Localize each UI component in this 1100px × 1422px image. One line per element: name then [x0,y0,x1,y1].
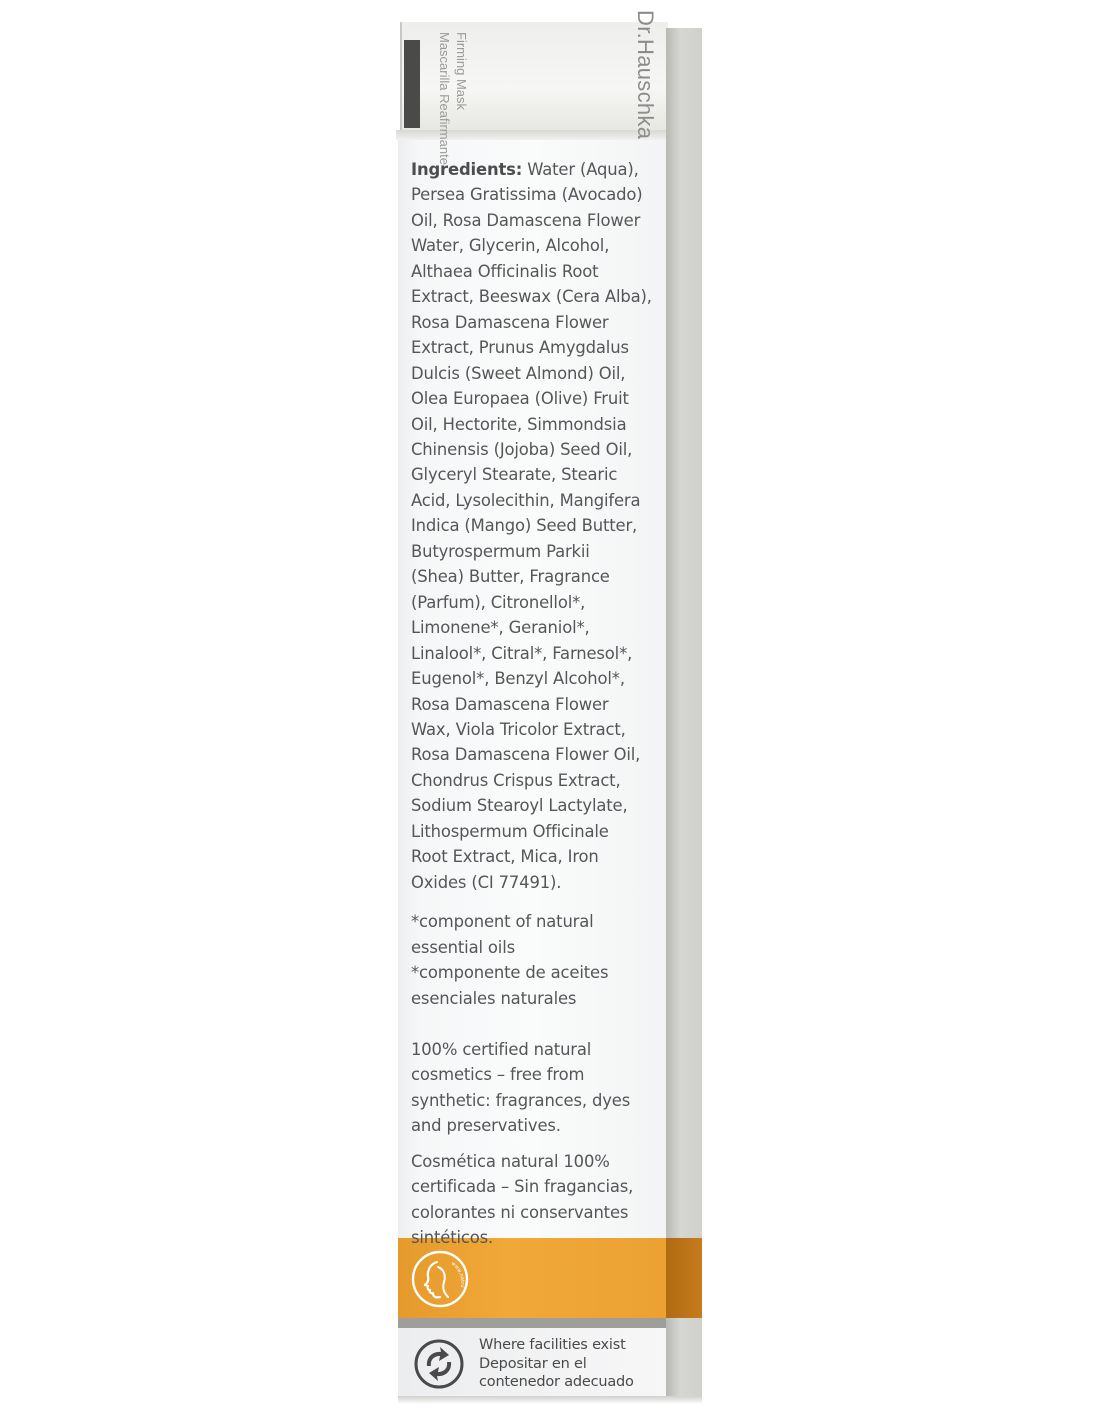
ingredients-label: Ingredients: [411,160,523,179]
ingredient-line: Glyceryl Stearate, Stearic [411,465,618,485]
recycle-icon [413,1338,465,1390]
ingredient-line: Lithospermum Officinale [411,821,609,841]
ingredient-line: Extract, Beeswax (Cera Alba), [411,287,652,307]
ingredient-line: Water (Aqua), [522,160,639,179]
cert-line: 100% certified natural [411,1039,592,1059]
flap-shadow [404,40,420,128]
ingredient-line: Butyrospermum Parkii [411,541,590,561]
certification-es [411,1149,661,1251]
natrue-seal-text: www.natru [449,1260,466,1288]
ingredient-line: Chinensis (Jojoba) Seed Oil, [411,439,633,459]
product-names [436,32,470,165]
footnotes [411,909,661,1011]
cert-line: synthetic: fragrances, dyes [411,1090,631,1110]
ingredient-line: Limonene*, Geraniol*, [411,618,590,638]
ingredient-line: Olea Europaea (Olive) Fruit [411,389,629,409]
ingredient-line: Rosa Damascena Flower Oil, [411,745,641,765]
recycling-line: contenedor adecuado [479,1374,634,1390]
box-bottom-shadow [398,1396,702,1404]
ingredient-line: Dulcis (Sweet Almond) Oil, [411,363,626,383]
grey-divider [398,1318,666,1328]
ingredient-line: Root Extract, Mica, Iron [411,847,599,867]
cert-line: Cosmética natural 100% [411,1151,610,1171]
footnote-line: *componente de aceites [411,963,609,983]
footnote-line: essential oils [411,937,515,957]
ingredient-line: Oil, Hectorite, Simmondsia [411,414,627,434]
ingredient-line: Indica (Mango) Seed Butter, [411,516,638,536]
cert-line: colorantes ni conservantes [411,1202,629,1222]
product-name-en: Firming Mask [454,32,469,111]
ingredient-line: Althaea Officinalis Root [411,261,599,281]
ingredients-list [411,157,661,895]
product-name-es: Mascarilla Reafirmante [437,32,452,165]
cert-line: certificada – Sin fragancias, [411,1177,634,1197]
ingredient-line: Linalool*, Citral*, Farnesol*, [411,643,633,663]
cert-line: cosmetics – free from [411,1065,585,1085]
ingredient-line: Rosa Damascena Flower [411,312,609,332]
ingredient-line: Oil, Rosa Damascena Flower [411,210,641,230]
ingredient-line: Eugenol*, Benzyl Alcohol*, [411,669,625,689]
natrue-seal-icon [411,1250,469,1308]
box-right-side [666,28,702,1400]
ingredients-panel [411,157,661,1251]
footnote-line: esenciales naturales [411,988,577,1008]
ingredient-line: Rosa Damascena Flower [411,694,609,714]
brand-name: Dr.Hauschka [633,10,658,140]
box-right-side-orange [666,1238,702,1318]
cert-line: and preservatives. [411,1116,561,1136]
ingredient-line: Oxides (CI 77491). [411,872,562,892]
footnote-line: *component of natural [411,912,594,932]
ingredient-line: Persea Gratissima (Avocado) [411,185,643,205]
cert-line: sintéticos. [411,1228,494,1248]
ingredient-line: Sodium Stearoyl Lactylate, [411,796,628,816]
ingredient-line: Chondrus Crispus Extract, [411,770,621,790]
ingredient-line: (Shea) Butter, Fragrance [411,567,610,587]
ingredient-line: Wax, Viola Tricolor Extract, [411,719,626,739]
recycling-line: Where facilities exist [479,1337,626,1353]
ingredient-line: (Parfum), Citronellol*, [411,592,586,612]
certification-en [411,1037,661,1139]
ingredient-line: Acid, Lysolecithin, Mangifera [411,490,641,510]
ingredient-line: Extract, Prunus Amygdalus [411,338,629,358]
ingredient-line: Water, Glycerin, Alcohol, [411,236,610,256]
recycling-info [479,1336,669,1392]
recycling-line: Depositar en el [479,1355,587,1372]
